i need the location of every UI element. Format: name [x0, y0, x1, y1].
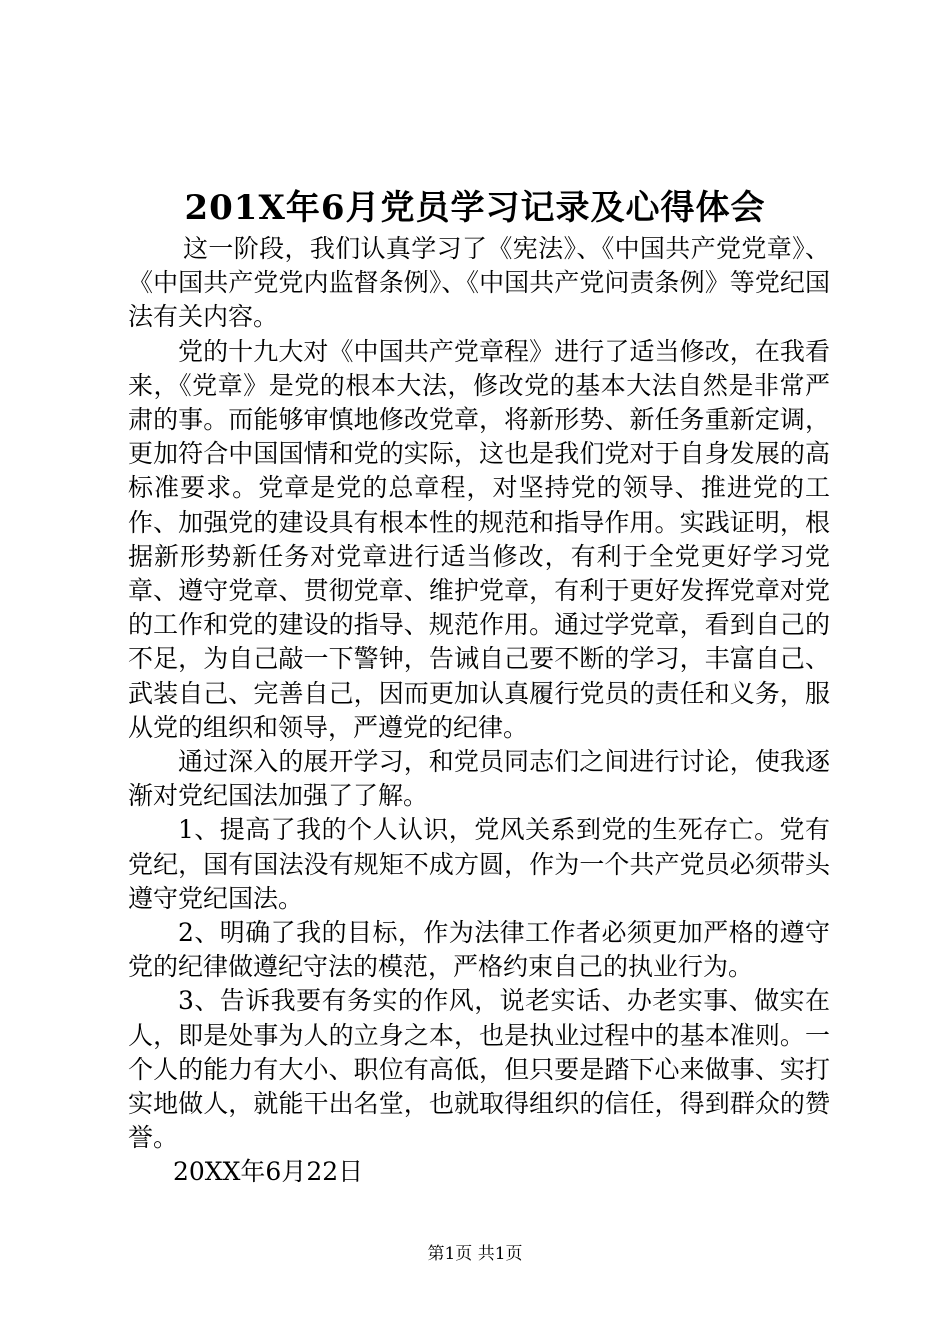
paragraph-point-3: 3、告诉我要有务实的作风，说老实话、办老实事、做实在人，即是处事为人的立身之本，也是执业过程中的基本准则。一个人的能力有大小、职位有高低，但只要是踏下心来做事、实打实地做人，就能干出名堂，也就取得组织的信任，得到群众的赞誉。 [128, 986, 830, 1153]
page-number-footer: 第1页 共1页 [427, 1244, 523, 1264]
paragraph-intro: 这一阶段，我们认真学习了《宪法》、《中国共产党党章》、《中国共产党党内监督条例》、《中国共产党问责条例》等党纪国法有关内容。 [128, 234, 830, 332]
document-body [128, 232, 830, 1190]
paragraph-point-2: 2、明确了我的目标，作为法律工作者必须更加严格的遵守党的纪律做遵纪守法的模范，严格约束自己的执业行为。 [128, 918, 830, 982]
document-title: 201X年6月党员学习记录及心得体会 [184, 188, 766, 228]
paragraph-point-1: 1、提高了我的个人认识，党风关系到党的生死存亡。党有党纪，国有国法没有规矩不成方圆，作为一个共产党员必须带头遵守党纪国法。 [128, 815, 830, 913]
document-date: 20XX年6月22日 [173, 1157, 364, 1187]
paragraph-party-constitution: 党的十九大对《中国共产党章程》进行了适当修改，在我看来，《党章》是党的根本大法，修改党的基本大法自然是非常严肃的事。而能够审慎地修改党章，将新形势、新任务重新定调，更加符合中国国情和党的实际，这也是我们党对于自身发展的高标准要求。党章是党的总章程，对坚持党的领导、推进党的工作、加强党的建设具有根本性的规范和指导作用。实践证明，根据新形势新任务对党章进行适当修改，有利于全党更好学习党章、遵守党章、贯彻党章、维护党章，有利于更好发挥党章对党的工作和党的建设的指导、规范作用。通过学党章，看到自己的不足，为自己敲一下警钟，告诫自己要不断的学习，丰富自己、武装自己、完善自己，因而更加认真履行党员的责任和义务，服从党的组织和领导，严遵党的纪律。 [128, 336, 830, 742]
paragraph-discussion: 通过深入的展开学习，和党员同志们之间进行讨论，使我逐渐对党纪国法加强了了解。 [128, 747, 830, 811]
